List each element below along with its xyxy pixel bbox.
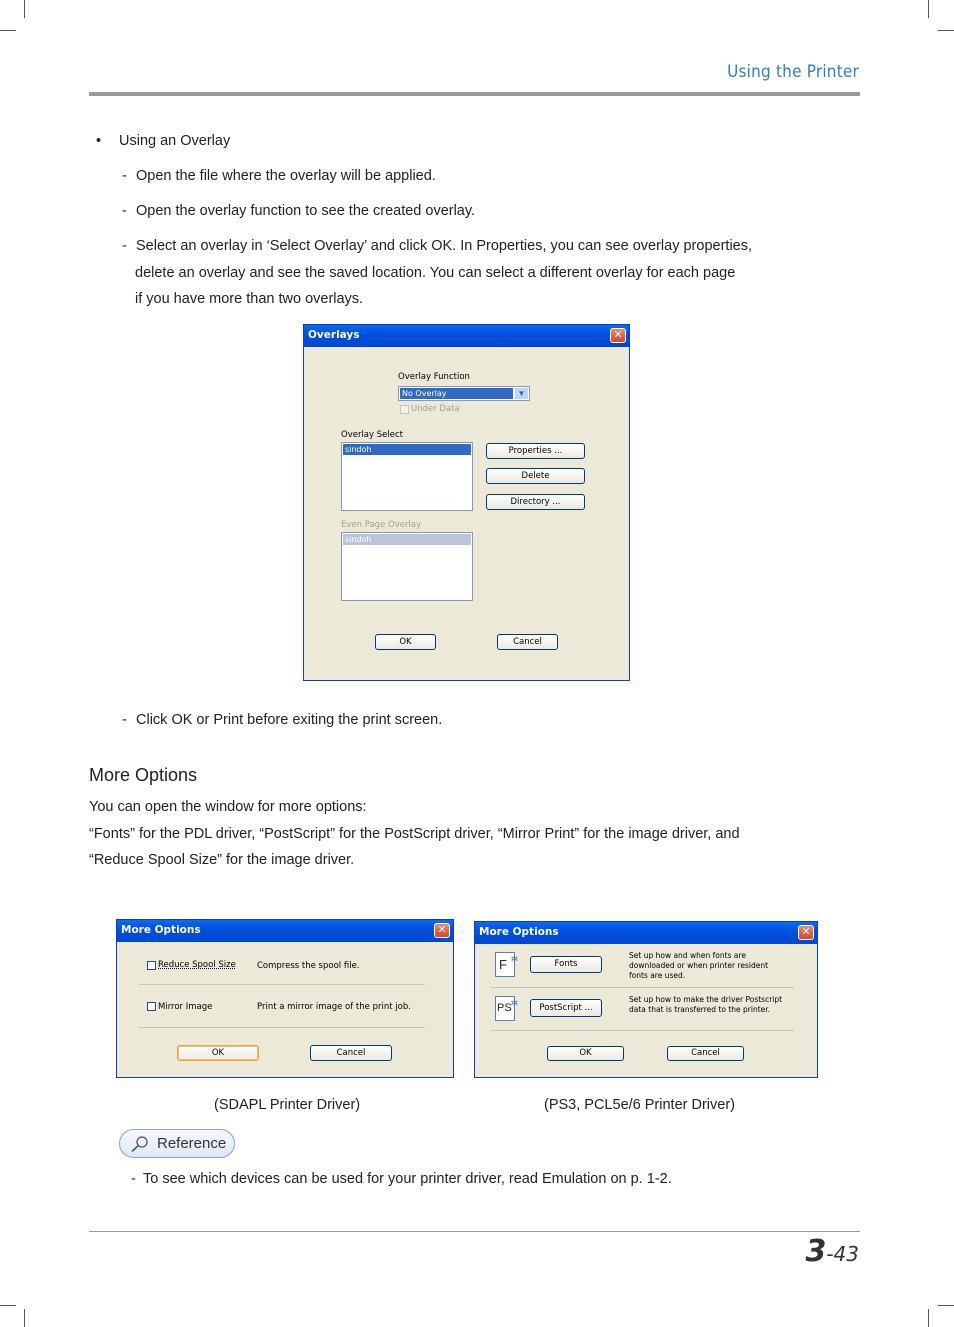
list-item[interactable]: sindoh [343,534,471,545]
dash: - [122,168,127,184]
crop-mark [928,1309,929,1327]
even-page-overlay-label: Even Page Overlay [341,520,422,530]
divider [491,987,794,988]
ps-caption: (PS3, PCL5e/6 Printer Driver) [544,1097,735,1113]
reduce-spool-checkbox[interactable] [147,961,156,970]
ps-more-options-dialog [474,921,818,1078]
crop-mark [938,30,954,31]
directory-button[interactable]: Directory ... [486,494,585,510]
crop-mark [24,1309,25,1327]
overlay-select-list[interactable] [341,442,473,511]
dialog-title: More Options [121,924,201,936]
fonts-icon [495,952,518,977]
dialog-title: More Options [479,926,559,938]
chevron-down-icon[interactable]: ▼ [515,388,528,399]
page-suffix: -43 [826,1242,859,1266]
divider [139,1027,425,1028]
overlay-select-label: Overlay Select [341,430,403,440]
close-icon[interactable]: ✕ [610,328,626,343]
section-title: Using the Printer [727,62,859,82]
reduce-spool-description: Compress the spool file. [257,961,360,971]
ok-button[interactable]: OK [547,1046,624,1061]
bullet-title: Using an Overlay [119,133,231,149]
step-text: Open the overlay function to see the created overlay. [136,203,476,219]
list-item[interactable]: sindoh [343,444,471,455]
sparkle-icon: ✲ [510,954,518,964]
crop-mark [928,0,929,18]
step-text: Select an overlay in ‘Select Overlay’ and click OK. In Properties, you can see overlay properties, [136,238,753,254]
postscript-description: data that is transferred to the printer. [629,1005,771,1014]
title-bar [117,920,453,942]
header-rule [89,92,860,96]
fonts-button[interactable]: Fonts [530,956,602,973]
reference-note: To see which devices can be used for your printer driver, read Emulation on p. 1-2. [143,1171,672,1187]
paragraph-line: “Fonts” for the PDL driver, “PostScript” for the PostScript driver, “Mirror Print” for the image driver, and [89,826,740,842]
mirror-image-description: Print a mirror image of the print job. [257,1002,411,1012]
dash: - [122,203,127,219]
more-options-heading: More Options [89,765,198,785]
fonts-description: downloaded or when printer resident [629,961,769,970]
delete-button[interactable]: Delete [486,468,585,484]
footer-rule [89,1231,860,1232]
step-text: if you have more than two overlays. [135,291,364,307]
dialog-title: Overlays [308,329,360,341]
select-value: No Overlay [400,388,513,399]
cancel-button[interactable]: Cancel [667,1046,744,1061]
fonts-icon-text: F [499,957,507,972]
crop-mark [0,1305,16,1306]
divider [139,984,425,985]
mirror-image-checkbox[interactable] [147,1002,156,1011]
sparkle-icon: ✲ [510,998,518,1008]
reduce-spool-label: Reduce Spool Size [158,960,236,970]
step-text: Open the file where the overlay will be applied. [136,168,436,184]
cancel-button[interactable]: Cancel [497,634,558,650]
title-bar [475,922,817,944]
fonts-description: Set up how and when fonts are [629,951,746,960]
mirror-image-label: Mirror Image [158,1002,213,1012]
sdapl-more-options-dialog [116,919,454,1078]
magnifier-icon [130,1135,150,1153]
dash: - [131,1171,136,1187]
dash: - [122,238,127,254]
fonts-description: fonts are used. [629,971,686,980]
postscript-button[interactable]: PostScript ... [530,999,602,1017]
bullet: • [96,133,102,149]
divider [491,1030,794,1031]
paragraph-line: “Reduce Spool Size” for the image driver. [89,852,355,868]
step-text: delete an overlay and see the saved location. You can select a different overlay for each page [135,265,736,281]
under-data-checkbox[interactable] [400,405,409,414]
page-number [805,1234,859,1269]
reference-label: Reference [157,1135,227,1152]
postscript-icon-text: PS [497,1002,512,1014]
dash: - [122,712,127,728]
postscript-description: Set up how to make the driver Postscript [629,995,783,1004]
paragraph-line: You can open the window for more options: [89,799,367,815]
chapter-number: 3 [805,1234,827,1269]
even-page-overlay-list[interactable] [341,532,473,601]
under-data-label: Under Data [411,404,460,414]
close-icon[interactable]: ✕ [434,923,450,938]
crop-mark [0,30,16,31]
crop-mark [24,0,25,18]
properties-button[interactable]: Properties ... [486,443,585,459]
cancel-button[interactable]: Cancel [310,1045,392,1061]
overlay-function-label: Overlay Function [398,372,470,382]
close-icon[interactable]: ✕ [798,925,814,940]
title-bar [304,325,629,347]
overlay-function-select[interactable] [398,386,530,401]
ok-button[interactable]: OK [375,634,436,650]
overlays-dialog [303,324,630,681]
step-text: Click OK or Print before exiting the print screen. [136,712,443,728]
reference-badge [119,1129,235,1158]
ok-button[interactable]: OK [177,1045,259,1061]
crop-mark [938,1305,954,1306]
sdapl-caption: (SDAPL Printer Driver) [214,1097,361,1113]
postscript-icon [495,996,518,1021]
